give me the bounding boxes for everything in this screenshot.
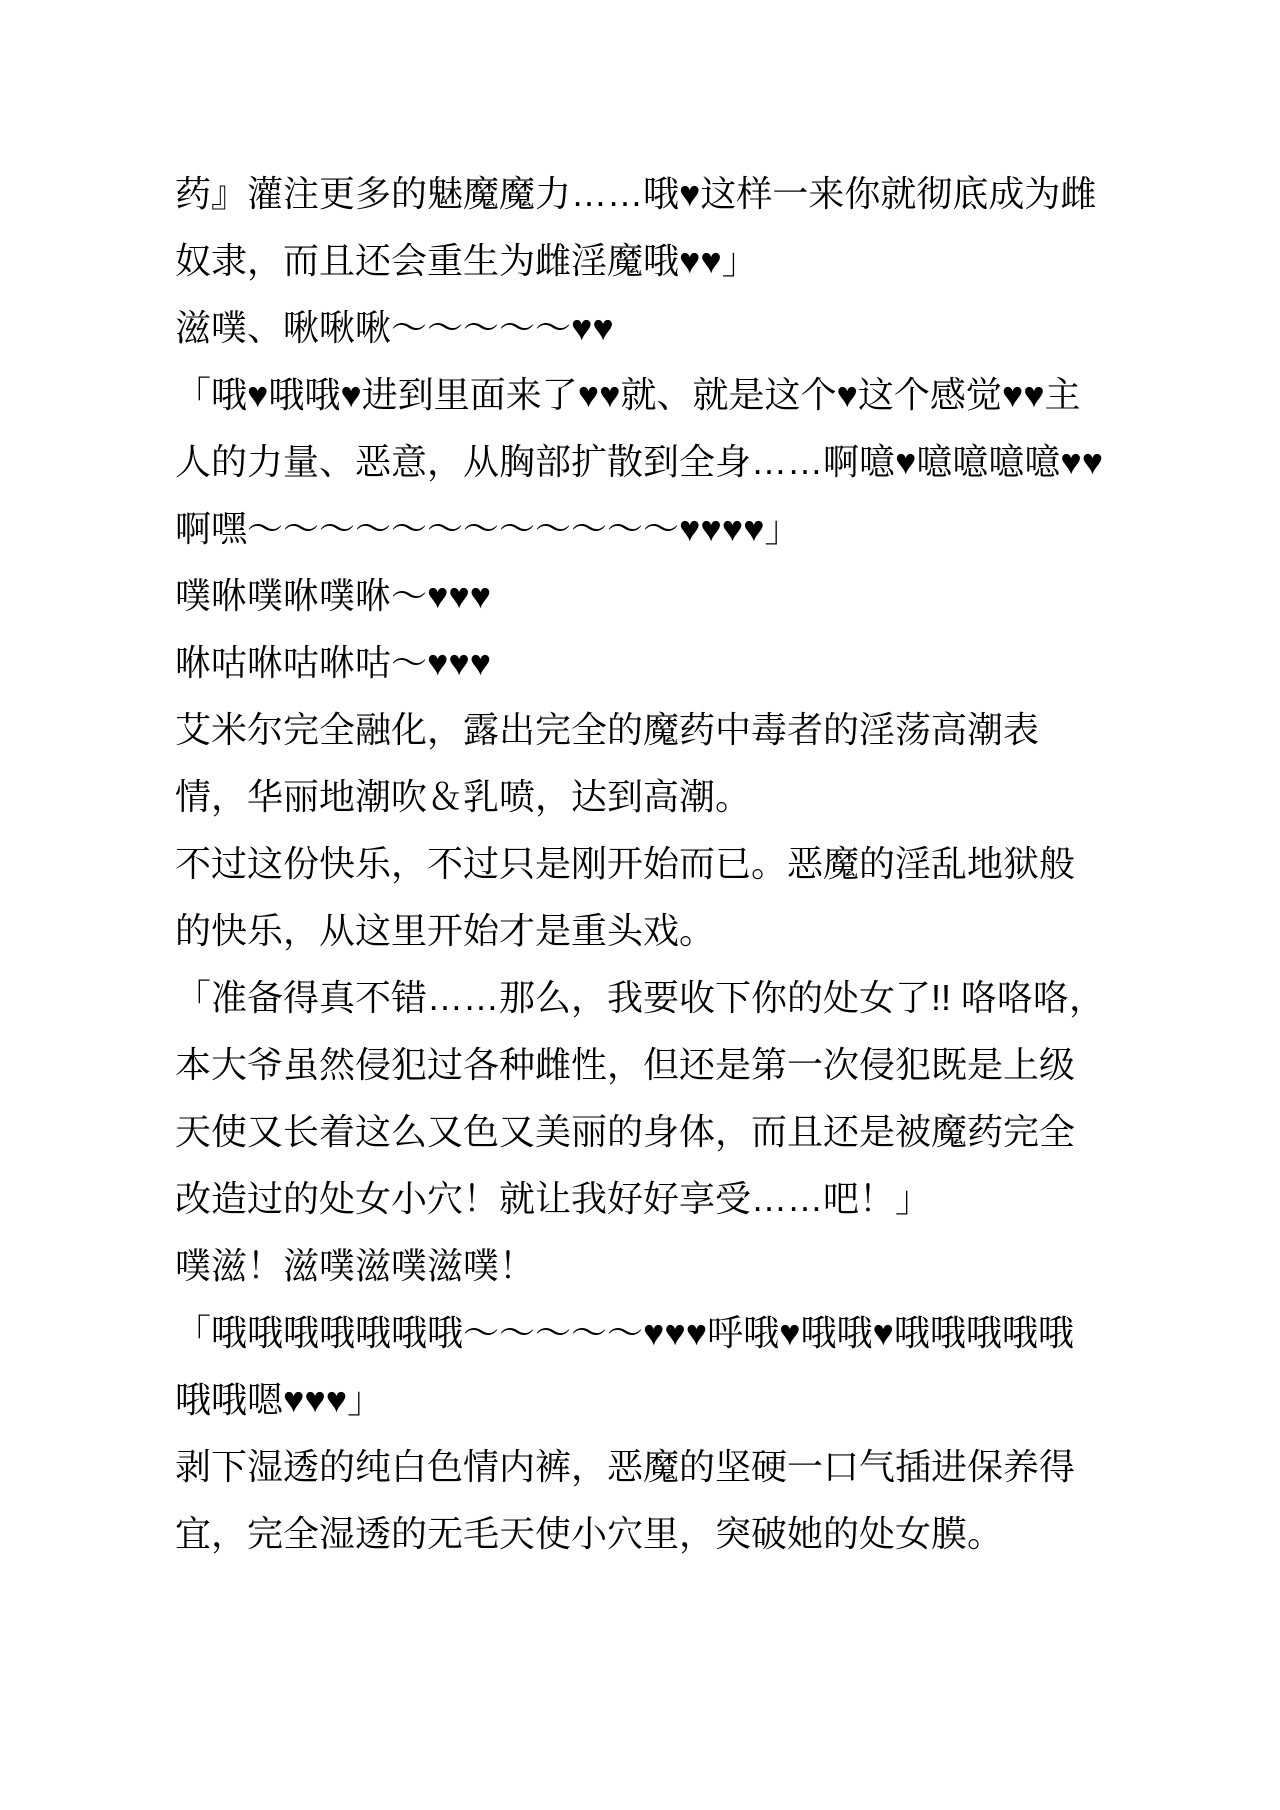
text-line: 「哦♥哦哦♥进到里面来了♥♥就、就是这个♥这个感觉♥♥主 xyxy=(175,374,1081,415)
text-line: 啊嘿～～～～～～～～～～～～♥♥♥♥」 xyxy=(175,508,801,549)
text-line: 本大爷虽然侵犯过各种雌性，但还是第一次侵犯既是上级 xyxy=(175,1044,1076,1085)
text-line: 噗滋！滋噗滋噗滋噗！ xyxy=(175,1245,536,1286)
document-text-block xyxy=(175,160,1110,1567)
text-line: 天使又长着这么又色又美丽的身体，而且还是被魔药完全 xyxy=(175,1111,1076,1152)
text-line: 噗咻噗咻噗咻～♥♥♥ xyxy=(175,575,492,616)
text-line: 艾米尔完全融化，露出完全的魔药中毒者的淫荡高潮表 xyxy=(175,709,1040,750)
text-line: 药』灌注更多的魅魔魔力……哦♥这样一来你就彻底成为雌 xyxy=(175,173,1097,214)
text-line: 咻咕咻咕咻咕～♥♥♥ xyxy=(175,642,492,683)
text-line: 奴隶，而且还会重生为雌淫魔哦♥♥」 xyxy=(175,240,758,281)
text-line: 的快乐，从这里开始才是重头戏。 xyxy=(175,910,716,951)
text-line: 改造过的处女小穴！就让我好好享受……吧！」 xyxy=(175,1178,932,1219)
text-line: 不过这份快乐，不过只是刚开始而已。恶魔的淫乱地狱般 xyxy=(175,843,1076,884)
text-line: 滋噗、啾啾啾～～～～～♥♥ xyxy=(175,307,614,348)
text-line: 「准备得真不错……那么，我要收下你的处女了!! 咯咯咯， xyxy=(175,977,1106,1018)
text-line: 宜，完全湿透的无毛天使小穴里，突破她的处女膜。 xyxy=(175,1513,1004,1554)
text-line: 哦哦嗯♥♥♥」 xyxy=(175,1379,384,1420)
text-line: 情，华丽地潮吹＆乳喷，达到高潮。 xyxy=(175,776,752,817)
text-line: 剥下湿透的纯白色情内裤，恶魔的坚硬一口气插进保养得 xyxy=(175,1446,1076,1487)
text-line: 人的力量、恶意，从胸部扩散到全身……啊噫♥噫噫噫噫♥♥ xyxy=(175,441,1104,482)
text-line: 「哦哦哦哦哦哦哦～～～～～♥♥♥呼哦♥哦哦♥哦哦哦哦哦 xyxy=(175,1312,1074,1353)
